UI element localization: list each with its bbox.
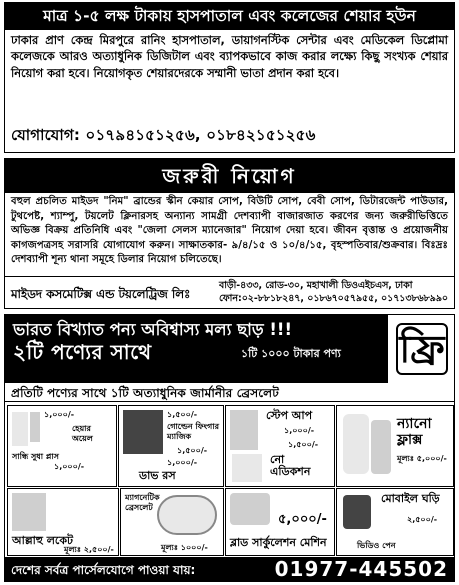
product-name: ম্যাগনেটিক ব্রেসলেট bbox=[125, 493, 160, 512]
product-name: স্টেপ আপ bbox=[266, 409, 313, 422]
free-badge bbox=[386, 315, 454, 383]
product-price: ১,০০০/- bbox=[284, 426, 315, 435]
ad3-footer bbox=[5, 557, 454, 581]
product-price: মূল্যঃ ১০০০/- bbox=[161, 543, 208, 552]
ad2-address-line1: বাড়ী-৪৩৩, রোড-৩০, মহাখালী ডিওএইচএস, ঢাকা bbox=[218, 280, 413, 291]
ad3-headline1: ভারত বিখ্যাত পন্য অবিশ্বাস্য মল্য ছাড় !!! bbox=[13, 320, 292, 339]
ad2-footer bbox=[5, 276, 454, 308]
bracelet-image bbox=[157, 495, 217, 535]
product-bottle-image bbox=[30, 412, 40, 442]
ad3-headline2b: ১টি ১০০০ টাকার পণ্য bbox=[241, 347, 341, 360]
product-name: গোল্ডেন ফিংগার ম্যাজিক bbox=[167, 422, 220, 441]
product-allahu-locket bbox=[7, 488, 119, 556]
ad1-contact-phones: ০১৭৯৪১৫১২৫৬, ০১৮৪২১৫১২৫৬ bbox=[85, 126, 316, 144]
product-name: নো এডিকশন bbox=[270, 453, 311, 478]
product-price: ১,৫০০/- bbox=[288, 440, 319, 449]
product-name: ব্লাড সার্কুলেশন মেশিন bbox=[230, 536, 327, 549]
product-name: আল্লাহু লকেট bbox=[12, 534, 74, 547]
product-price: মূল্যঃ ৫,০০০/- bbox=[397, 454, 447, 463]
ad3-header-band bbox=[5, 315, 388, 383]
product-sandhi-sudha bbox=[7, 405, 117, 487]
product-mobile-watch bbox=[336, 488, 454, 556]
product-name: সান্ধি সুধা প্লাস bbox=[12, 452, 59, 461]
ad2-company-name: মাইডদ কসমেটিক্স এন্ড টয়লেট্রিজ লিঃ bbox=[11, 287, 191, 301]
product-step-up bbox=[225, 405, 335, 487]
urgent-recruitment-ad bbox=[4, 158, 455, 309]
ad1-headline: মাত্র ১-৫ লক্ষ টাকায় হাসপাতাল এবং কলেজের শেয়ার হউন bbox=[5, 3, 454, 30]
ad3-footer-phone: 01977-445502 bbox=[274, 557, 448, 581]
product-name: ডাভ রস bbox=[139, 469, 176, 482]
product-box-image bbox=[232, 454, 262, 482]
product-price: মূল্যঃ ২,৫০০/- bbox=[64, 545, 114, 554]
product-price: ২,৫০০/- bbox=[407, 515, 438, 524]
ad1-contact bbox=[11, 124, 316, 149]
machine-image bbox=[230, 493, 270, 525]
locket-image bbox=[12, 493, 46, 531]
hospital-share-ad bbox=[4, 2, 455, 153]
product-box-image bbox=[123, 410, 163, 454]
ad3-footer-text: দেশের সর্বত্র পার্সেলযোগে পাওয়া যায়: bbox=[11, 563, 196, 577]
product-nano-flask bbox=[336, 405, 454, 487]
product-magnetic-bracelet bbox=[120, 488, 224, 556]
product-price: ১,০০০/- bbox=[54, 462, 85, 471]
product-name: ভিডিও পেন bbox=[357, 541, 396, 550]
product-blood-circulation bbox=[225, 488, 335, 556]
free-badge-label: ফ্রি bbox=[396, 323, 448, 375]
ad2-header-band bbox=[5, 159, 454, 193]
product-golden-finger bbox=[118, 405, 224, 487]
product-price: ১,৫০০/- bbox=[177, 446, 208, 455]
ad2-address-line2: ফোন:০২-৮৮১৮২৪৭, ০১৮৬৭০৫৭৯৫৫, ০১৭১৩৮৬৮৯৯০ bbox=[218, 293, 448, 304]
product-name: ন্যানো ফ্লাক্স bbox=[397, 416, 432, 448]
ad3-subline: প্রতিটি পণ্যের সাথে ১টি অত্যাধুনিক জার্মানীর ব্রেসলেট bbox=[5, 384, 454, 402]
ad2-body-text: বহুল প্রচলিত মাইডদ "নিম" ব্রান্ডের স্কীন কেয়ার সোপ, বিউটি সোপ, বেবী সোপ, ডিটারজেন্ট পাউডার, টুথপেষ্ট, শ্যাম্পু, টয়লেট ক্লিনারসহ অন্যান্য সামগ্রী দেশব্যাপী বাজারজাত করণের জন্য জরুরীভিত্তিতে অভিজ্ঞ বিক্রয় প্রতিনিধি এবং "জেলা সেলস ম্যানেজার" নিয়োগ দেয়া হবে। জীবন বৃত্তান্ত ও প্রয়োজনীয় কাগজপত্রসহ সরাসরি যোগাযোগ করুন। সাক্ষাতকার- ৯/৪/১৫ ও ১০/৪/১৫, বৃহস্পতিবার/শুক্রবার। বিঃদ্রঃ দেশব্যাপী শূন্য থানা সমূহে ডিলার নিয়োগ চলিতেছে। bbox=[11, 196, 448, 266]
product-price: ১,০০০/- bbox=[167, 458, 198, 467]
product-name: হেয়ার অয়েল bbox=[72, 424, 93, 443]
product-price: ১,৫০০/- bbox=[167, 410, 198, 419]
ad1-body-text: ঢাকার প্রাণ কেন্দ্র মিরপুরে রানিং হাসপাতাল, ডায়াগনস্টিক সেন্টার এবং মেডিকেল ডিপ্লোমা কলেজকে আরও অত্যাধুনিক ডিজিটাল এবং ব্যাপকভাবে কাজ করার লক্ষ্যে কিছু সংখ্যক শেয়ার নিয়োগ করা হবে। নিয়োগকৃত শেয়ারদেরকে সম্মানী ভাতা প্রদান করা হবে। bbox=[11, 33, 448, 80]
flask-image bbox=[343, 414, 369, 474]
product-bottle-image bbox=[12, 412, 28, 446]
flask-image bbox=[371, 420, 391, 474]
product-offer-ad bbox=[4, 314, 455, 582]
ad3-headline2: ২টি পণ্যের সাথে bbox=[13, 340, 152, 364]
ad2-headline: জরুরী নিয়োগ bbox=[162, 164, 297, 188]
ad2-address bbox=[219, 279, 448, 305]
product-price: ১,০০০/- bbox=[44, 410, 75, 419]
watch-image bbox=[343, 495, 371, 529]
ad1-contact-label: যোগাযোগ: bbox=[11, 126, 81, 144]
product-name: মোবাইল ঘড়ি bbox=[381, 492, 440, 505]
product-price: ৫,০০০/- bbox=[278, 512, 327, 527]
product-box-image bbox=[230, 410, 258, 450]
